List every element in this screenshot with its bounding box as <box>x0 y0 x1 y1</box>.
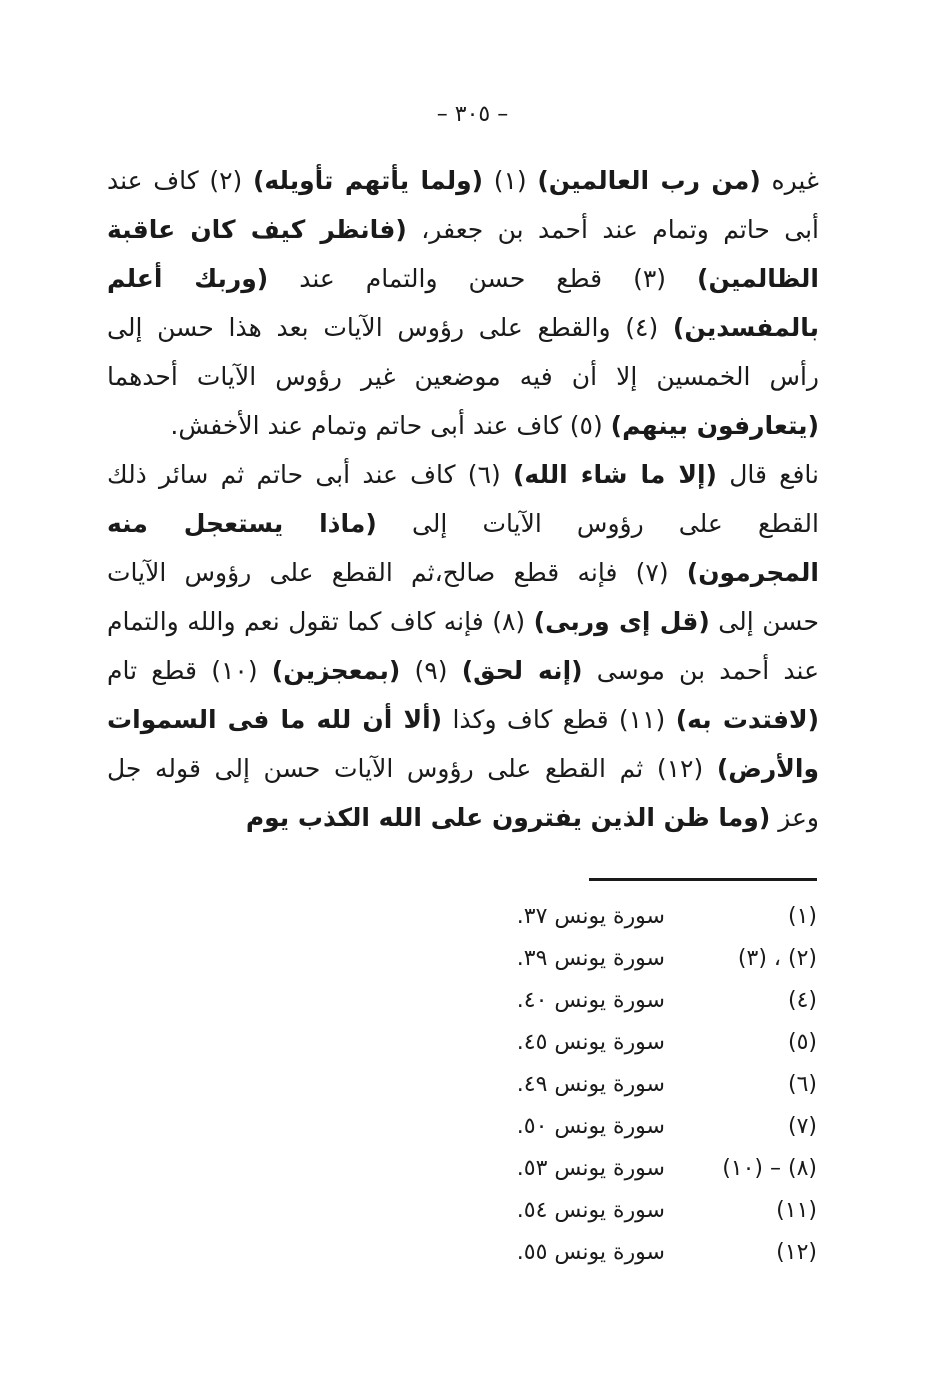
footnote-item <box>417 938 817 980</box>
text-segment: (١) <box>483 166 538 195</box>
text-line <box>107 793 819 842</box>
text-segment: (٤) والقطع على رؤوس الآيات بعد هذا حسن إلى <box>107 313 673 342</box>
text-segment: (٧) فإنه قطع صالح،ثم القطع على رؤوس الآيات <box>107 558 687 587</box>
text-segment: (٨) فإنه كاف كما تقول نعم والله والتمام <box>107 607 534 636</box>
text-line <box>107 695 819 744</box>
footnote-ref: (٢) ، (٣) <box>737 946 817 971</box>
quran-quote: (قل إى وربى) <box>533 607 710 636</box>
footnote-text: سورة يونس ٥٥. <box>516 1240 665 1265</box>
footnote-item <box>417 896 817 938</box>
quran-quote: (إنه لحق) <box>461 656 583 685</box>
text-segment: نافع قال <box>716 460 820 489</box>
text-segment: (٥) كاف عند أبى حاتم وتمام عند الأخفش. <box>170 411 611 440</box>
quran-quote: (ولما يأتهم تأويله) <box>252 166 484 195</box>
quran-quote: (لافتدت به) <box>675 705 819 734</box>
main-text <box>107 156 819 842</box>
text-line <box>107 450 819 499</box>
text-segment: (١٠) قطع تام <box>107 656 272 685</box>
quran-quote: الظالمين) <box>697 264 819 293</box>
text-line <box>107 597 819 646</box>
footnote-item <box>417 980 817 1022</box>
footnote-ref: (١) <box>787 904 817 929</box>
text-line <box>107 499 819 548</box>
quran-quote: (من رب العالمين) <box>537 166 761 195</box>
quran-quote: (فانظر كيف كان عاقبة <box>107 215 407 244</box>
text-segment: رأس الخمسين إلا أن فيه موضعين غير رؤوس الآيات أحدهما <box>107 362 819 391</box>
footnote-ref: (٥) <box>787 1030 817 1055</box>
quran-quote: والأرض) <box>716 754 820 783</box>
text-segment: غيره <box>760 166 819 195</box>
text-segment: حسن إلى <box>709 607 819 636</box>
footnote-ref: (٦) <box>787 1072 817 1097</box>
text-segment: (٩) <box>400 656 462 685</box>
quran-quote: (ماذا يستعجل منه <box>107 509 377 538</box>
text-segment: أبى حاتم وتمام عند أحمد بن جعفر، <box>406 215 819 244</box>
footnote-text: سورة يونس ٥٣. <box>516 1156 665 1181</box>
footnote-ref: (١٢) <box>776 1240 817 1265</box>
quran-quote: (ألا أن لله ما فى السموات <box>107 705 443 734</box>
text-line <box>107 254 819 303</box>
text-segment: (٢) كاف عند <box>107 166 253 195</box>
footnote-text: سورة يونس ٣٩. <box>516 946 665 971</box>
footnote-ref: (٤) <box>787 988 817 1013</box>
footnote-item <box>417 1232 817 1274</box>
text-segment: (١٢) ثم القطع على رؤوس الآيات حسن إلى قوله جل <box>107 754 717 783</box>
text-segment: القطع على رؤوس الآيات إلى <box>376 509 819 538</box>
text-line <box>107 744 819 793</box>
text-segment: (٦) كاف عند أبى حاتم ثم سائر ذلك <box>107 460 513 489</box>
quran-quote: (وربك أعلم <box>107 264 269 293</box>
footnote-text: سورة يونس ٤٩. <box>516 1072 665 1097</box>
footnote-item <box>417 1022 817 1064</box>
footnote-text: سورة يونس ٥٤. <box>516 1198 665 1223</box>
footnote-item <box>417 1190 817 1232</box>
text-segment: (٣) قطع حسن والتمام عند <box>268 264 698 293</box>
text-line <box>107 646 819 695</box>
quran-quote: (إلا ما شاء الله) <box>513 460 717 489</box>
footnote-ref: (٧) <box>787 1114 817 1139</box>
footnote-text: سورة يونس ٤٥. <box>516 1030 665 1055</box>
text-segment: (١١) قطع كاف وكذا <box>442 705 676 734</box>
footnote-item <box>417 1064 817 1106</box>
quran-quote: (وما ظن الذين يفترون على الله الكذب يوم <box>245 803 771 832</box>
footnote-item <box>417 1148 817 1190</box>
text-line <box>107 548 819 597</box>
footnote-item <box>417 1106 817 1148</box>
footnote-ref: (٨) – (١٠) <box>722 1156 817 1181</box>
page-number: – ٣٠٥ – <box>436 102 509 127</box>
footnote-separator <box>589 878 817 881</box>
footnote-text: سورة يونس ٤٠. <box>516 988 665 1013</box>
footnote-ref: (١١) <box>776 1198 817 1223</box>
quran-quote: المجرمون) <box>686 558 819 587</box>
footnote-text: سورة يونس ٣٧. <box>516 904 665 929</box>
quran-quote: (بمعجزين) <box>271 656 401 685</box>
quran-quote: (يتعارفون بينهم) <box>610 411 819 440</box>
text-line <box>107 401 819 450</box>
text-line <box>107 156 819 205</box>
footnotes-list <box>417 896 817 1274</box>
text-line <box>107 303 819 352</box>
quran-quote: بالمفسدين) <box>672 313 820 342</box>
text-line <box>107 205 819 254</box>
text-line <box>107 352 819 401</box>
text-segment: وعز <box>770 803 819 832</box>
text-segment: عند أحمد بن موسى <box>582 656 819 685</box>
footnote-text: سورة يونس ٥٠. <box>516 1114 665 1139</box>
